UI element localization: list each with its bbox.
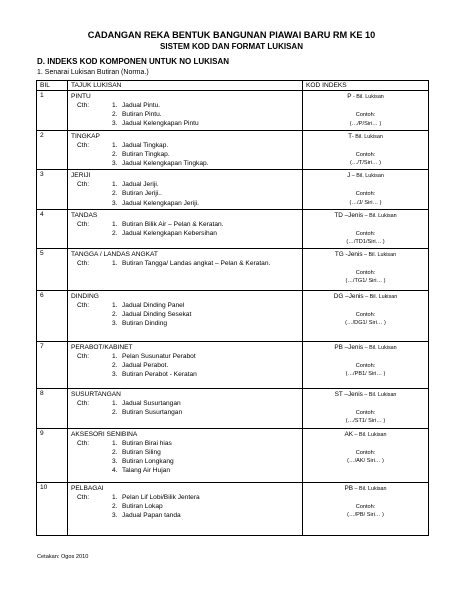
kod-prefix: P: [347, 93, 352, 100]
kod-prefix: TG -Jenis: [334, 250, 363, 258]
kod-suffix: – Bil. Lukisan: [362, 251, 397, 258]
kod-code: [306, 430, 425, 440]
list-item-text: Butiran Tingkap.: [122, 150, 170, 158]
list-item-number: 2.: [112, 449, 118, 457]
table-header-row: [37, 81, 429, 91]
kod-suffix: – Bil. Lukisan: [363, 212, 397, 219]
row-bil: 3: [37, 170, 68, 210]
example-list: [112, 101, 199, 129]
list-item: [112, 301, 191, 310]
list-item: [112, 110, 199, 119]
contoh-label: Contoh:: [355, 151, 376, 158]
list-item-number: 1.: [112, 493, 118, 501]
list-item: [112, 159, 209, 168]
row-kod-indeks: [303, 290, 429, 341]
list-item-number: 1.: [112, 352, 118, 360]
row-tajuk-cell: [68, 388, 303, 428]
row-title: PINTU: [71, 93, 91, 100]
header-bil: BIL: [37, 81, 68, 91]
list-item-number: 3.: [112, 120, 118, 128]
row-examples: [71, 493, 299, 521]
table-body: [37, 91, 429, 536]
row-tajuk-cell: [68, 91, 303, 131]
kod-prefix: DG –Jenis: [333, 292, 364, 300]
row-bil: 7: [37, 341, 68, 388]
list-item: [112, 229, 224, 238]
kod-code: [306, 250, 425, 260]
list-item-number: 3.: [112, 371, 118, 379]
list-item-text: Talang Air Hujan: [122, 467, 171, 475]
list-item: [112, 466, 174, 475]
list-item-number: 3.: [112, 160, 118, 168]
example-list: [112, 493, 200, 521]
cth-label: Cth:: [77, 493, 90, 501]
list-item: [112, 310, 191, 319]
table-row: [37, 170, 429, 210]
row-tajuk-cell: [68, 428, 303, 482]
kod-suffix: – Bil. Lukisan: [363, 344, 397, 351]
kod-suffix: – Bil. Lukisan: [363, 293, 398, 300]
cth-label: Cth:: [77, 259, 90, 267]
kod-suffix: – Bil. Lukisan: [362, 391, 397, 398]
list-item-text: Butiran Birai hias: [122, 439, 172, 447]
contoh-code: (…/T/Siri… ): [349, 160, 382, 167]
row-bil: 10: [37, 482, 68, 535]
list-item-text: Jadual Jeriji.: [122, 181, 159, 189]
list-item-text: Jadual Kelengkapan Jeriji.: [122, 199, 199, 207]
list-item: [112, 408, 182, 417]
row-examples: [71, 399, 299, 417]
table-row: [37, 130, 429, 170]
row-title: SUSURTANGAN: [71, 390, 121, 398]
row-title: TANDAS: [71, 211, 98, 219]
list-item-text: Jadual Tingkap.: [122, 141, 169, 149]
kod-prefix: J: [347, 172, 351, 180]
contoh-code: (…/PB1/ Siri… ): [345, 371, 386, 378]
list-item-number: 4.: [112, 467, 118, 475]
contoh-code: (…/ST1/ Siri… ): [345, 418, 386, 425]
row-title: DINDING: [71, 292, 99, 300]
kod-prefix: PB: [344, 484, 353, 492]
contoh-code: (…/J/ Siri… ): [349, 199, 382, 206]
kod-prefix: TD –Jenis: [334, 211, 364, 219]
list-item-number: 3.: [112, 199, 118, 207]
list-item-text: Butiran Siling: [122, 449, 161, 457]
list-item-text: Jadual Papan tanda: [122, 512, 181, 520]
contoh-code: (…/TG1/ Siri… ): [345, 278, 386, 285]
list-item-text: Jadual Dinding Sesekat: [122, 311, 192, 319]
list-item-number: 1.: [112, 102, 118, 109]
contoh-code: (…/PB/ Siri… ): [347, 512, 384, 519]
list-item: [112, 319, 191, 328]
list-item-text: Butiran Perabot - Keratan: [122, 371, 197, 379]
row-kod-indeks: [303, 91, 429, 131]
contoh-label: Contoh:: [355, 230, 376, 237]
list-item-text: Butiran Pintu.: [122, 111, 162, 119]
document-subtitle: SISTEM KOD DAN FORMAT LUKISAN: [160, 42, 303, 51]
row-title: AKSESORI SENIBINA: [71, 430, 138, 438]
cth-label: Cth:: [77, 181, 90, 189]
header-tajuk-lukisan: TAJUK LUKISAN: [68, 81, 303, 91]
cth-label: Cth:: [77, 399, 90, 407]
section-heading: D. INDEKS KOD KOMPONEN UNTUK NO LUKISAN: [37, 57, 230, 66]
list-item-number: 2.: [112, 503, 118, 511]
contoh-code: (…/TD1/Siri… ): [346, 239, 385, 246]
kod-prefix: AK: [344, 430, 353, 438]
row-title: PELBAGAI: [71, 484, 104, 492]
list-item-text: Jadual Perabot.: [122, 362, 169, 370]
row-bil: 2: [37, 130, 68, 170]
kod-suffix: – Bil. Lukisan: [352, 485, 387, 492]
list-item-text: Pelan Lif Lobi/Bilik Jentera: [122, 493, 200, 501]
contoh-label: Contoh:: [355, 362, 376, 369]
row-bil: 5: [37, 248, 68, 290]
row-bil: 4: [37, 209, 68, 248]
list-item-number: 2.: [112, 311, 118, 319]
document-title: CADANGAN REKA BENTUK BANGUNAN PIAWAI BARU RM KE 10: [87, 30, 376, 40]
row-kod-indeks: [303, 341, 429, 388]
table-row: [37, 341, 429, 388]
row-bil: 8: [37, 388, 68, 428]
example-list: [112, 141, 209, 169]
list-item: [112, 399, 182, 408]
contoh-label: Contoh:: [355, 191, 376, 198]
list-item-number: 3.: [112, 320, 118, 328]
kod-example: [306, 503, 425, 520]
contoh-label: Contoh:: [355, 311, 376, 318]
table-row: [37, 91, 429, 131]
row-examples: [71, 101, 299, 129]
list-item-text: Pelan Susunatur Perabot: [122, 352, 196, 360]
footer-print-date: Cetakan: Ogos 2010: [37, 554, 89, 560]
list-item: [112, 101, 199, 110]
kod-prefix: PB –Jenis: [334, 343, 364, 351]
list-item-text: Butiran Tangga/ Landas angkat – Pelan & Keratan.: [122, 259, 271, 267]
list-item-text: Butiran Dinding: [122, 320, 168, 328]
contoh-label: Contoh:: [355, 503, 376, 510]
list-item: [112, 352, 197, 361]
list-item-text: Jadual Susurtangan: [122, 399, 181, 407]
list-item: [112, 457, 174, 466]
kod-indeks-table: [36, 80, 429, 536]
contoh-label: Contoh:: [355, 112, 376, 118]
row-title: JERIJI: [71, 172, 91, 180]
row-kod-indeks: [303, 130, 429, 170]
row-tajuk-cell: [68, 209, 303, 248]
kod-code: [306, 292, 425, 302]
contoh-label: Contoh:: [355, 409, 376, 416]
list-item-number: 2.: [112, 150, 118, 158]
list-item-text: Butiran Bilik Air – Pelan & Keratan.: [122, 220, 224, 228]
row-title: TINGKAP: [71, 132, 100, 140]
contoh-code: (…/DG1/ Siri… ): [345, 320, 386, 327]
kod-example: [306, 190, 425, 207]
row-bil: 6: [37, 290, 68, 341]
kod-code: [306, 211, 425, 221]
row-examples: [71, 141, 299, 169]
example-list: [112, 259, 270, 268]
list-item: [112, 361, 197, 370]
list-item-number: 3.: [112, 512, 118, 520]
kod-example: [306, 362, 425, 379]
section-subheading: 1. Senarai Lukisan Butiran (Norma.): [37, 69, 149, 76]
list-item-number: 2.: [112, 230, 118, 238]
cth-label: Cth:: [77, 141, 90, 149]
cth-label: Cth:: [77, 352, 90, 360]
list-item: [112, 259, 270, 268]
kod-code: [306, 171, 425, 181]
example-list: [112, 399, 182, 417]
row-tajuk-cell: [68, 482, 303, 535]
list-item: [112, 502, 200, 511]
kod-suffix: - Bil. Lukisan: [351, 94, 384, 100]
list-item-number: 2.: [112, 362, 118, 370]
example-list: [112, 352, 197, 380]
kod-example: [306, 151, 425, 168]
list-item: [112, 119, 199, 128]
list-item-number: 2.: [112, 190, 118, 198]
list-item-text: Jadual Kelengkapan Kebersihan: [122, 230, 217, 238]
row-kod-indeks: [303, 209, 429, 248]
list-item: [112, 511, 200, 520]
row-examples: [71, 220, 299, 238]
list-item-number: 1.: [112, 181, 118, 189]
cth-label: Cth:: [77, 439, 90, 447]
kod-example: [306, 111, 425, 128]
row-kod-indeks: [303, 248, 429, 290]
kod-code: [306, 92, 425, 102]
kod-code: [306, 343, 425, 353]
list-item-number: 1.: [112, 220, 118, 228]
list-item-text: Jadual Dinding Panel: [122, 301, 185, 309]
row-title: PERABOT/KABINET: [71, 343, 133, 351]
row-bil: 9: [37, 428, 68, 482]
table-row: [37, 248, 429, 290]
row-kod-indeks: [303, 428, 429, 482]
row-examples: [71, 439, 299, 476]
row-examples: [71, 180, 299, 208]
list-item-number: 1.: [112, 301, 118, 309]
table-row: [37, 209, 429, 248]
table-row: [37, 290, 429, 341]
row-tajuk-cell: [68, 341, 303, 388]
table-row: [37, 388, 429, 428]
row-kod-indeks: [303, 388, 429, 428]
list-item: [112, 370, 197, 379]
list-item-text: Jadual Pintu.: [122, 102, 161, 109]
row-kod-indeks: [303, 482, 429, 535]
row-title: TANGGA / LANDAS ANGKAT: [71, 250, 158, 258]
table-row: [37, 428, 429, 482]
list-item: [112, 220, 224, 229]
kod-suffix: – Bil. Lukisan: [352, 431, 387, 438]
list-item-text: Butiran Jeriji..: [122, 190, 162, 198]
example-list: [112, 439, 174, 476]
kod-code: [306, 132, 425, 142]
list-item: [112, 141, 209, 150]
list-item-number: 2.: [112, 409, 118, 417]
list-item-text: Jadual Kelengkapan Pintu: [122, 120, 199, 128]
contoh-label: Contoh:: [355, 269, 376, 276]
list-item-number: 3.: [112, 458, 118, 466]
kod-example: [306, 409, 425, 426]
list-item: [112, 189, 199, 198]
list-item-number: 1.: [112, 141, 118, 149]
kod-code: [306, 484, 425, 494]
row-kod-indeks: [303, 170, 429, 210]
list-item: [112, 448, 174, 457]
row-examples: [71, 301, 299, 329]
header-kod-indeks: KOD INDEKS: [303, 81, 429, 91]
example-list: [112, 301, 191, 329]
contoh-code: (…/P/Siri… ): [349, 120, 382, 127]
example-list: [112, 180, 199, 208]
list-item-number: 1.: [112, 259, 118, 267]
list-item-number: 1.: [112, 439, 118, 447]
list-item: [112, 493, 200, 502]
list-item: [112, 199, 199, 208]
row-examples: [71, 352, 299, 380]
list-item-text: Jadual Kelengkapan Tingkap.: [122, 160, 209, 168]
list-item: [112, 150, 209, 159]
row-tajuk-cell: [68, 290, 303, 341]
list-item: [112, 439, 174, 448]
list-item-text: Butiran Susurtangan: [122, 409, 183, 417]
kod-example: [306, 449, 425, 466]
kod-example: [306, 269, 425, 286]
kod-suffix: - Bil. Lukisan: [352, 133, 383, 140]
list-item-text: Butiran Longkang: [122, 458, 174, 466]
kod-example: [306, 230, 425, 247]
cth-label: Cth:: [77, 301, 90, 309]
list-item-text: Butiran Lokap: [122, 503, 163, 511]
row-tajuk-cell: [68, 130, 303, 170]
contoh-code: (…/AK/ Siri… ): [347, 458, 384, 465]
kod-code: [306, 390, 425, 400]
row-bil: 1: [37, 91, 68, 131]
row-tajuk-cell: [68, 170, 303, 210]
kod-example: [306, 311, 425, 328]
example-list: [112, 220, 224, 238]
contoh-label: Contoh:: [355, 449, 376, 456]
list-item: [112, 180, 199, 189]
cth-label: Cth:: [77, 220, 90, 228]
row-examples: [71, 259, 299, 268]
cth-label: Cth:: [77, 102, 90, 109]
kod-prefix: T: [348, 132, 353, 140]
table-row: [37, 482, 429, 535]
list-item-number: 2.: [112, 111, 118, 119]
kod-suffix: – Bil. Lukisan: [350, 173, 384, 180]
list-item-number: 1.: [112, 399, 118, 407]
kod-prefix: ST –Jenis: [334, 390, 363, 398]
row-tajuk-cell: [68, 248, 303, 290]
